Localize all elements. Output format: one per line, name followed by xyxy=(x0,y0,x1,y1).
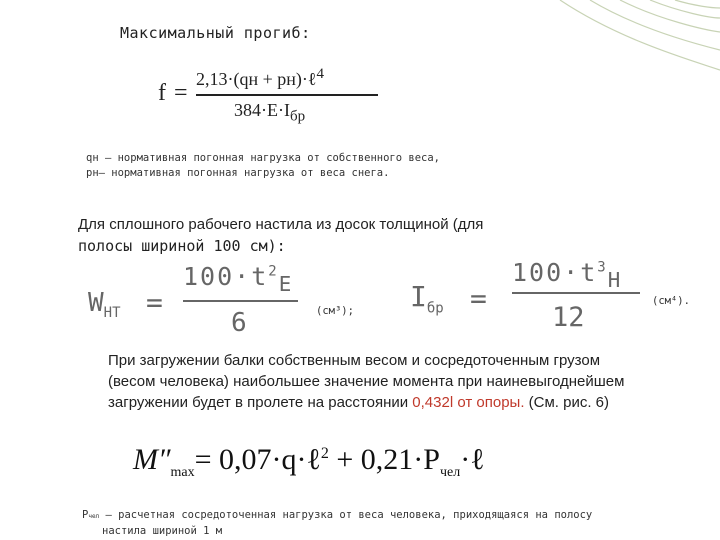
formula-unit: (см³); xyxy=(316,305,354,317)
fraction-bar xyxy=(512,292,640,294)
deflection-formula xyxy=(158,58,398,138)
formula-equals: = xyxy=(146,286,163,319)
moment-of-inertia-formula xyxy=(410,254,710,340)
intro-line-2: полосы шириной 100 см): xyxy=(78,237,286,255)
formula-unit: (см⁴). xyxy=(652,295,690,307)
formula-denominator: $384\cdot E\cdot I_{бр}$ xyxy=(234,100,306,125)
figure-reference: (См. рис. 6) xyxy=(524,394,610,411)
fraction-bar xyxy=(183,300,298,302)
formula-lhs: $W_{НТ}$ xyxy=(88,288,121,322)
intro-paragraph xyxy=(78,214,483,258)
formula-lhs: f xyxy=(158,80,166,106)
intro-line-1: Для сплошного рабочего настила из досок толщиной (для xyxy=(78,216,484,233)
footnote-line-2: настила шириной 1 м xyxy=(102,525,223,537)
variable-definitions xyxy=(86,151,440,181)
footnote-line-1: Pчел – расчетная сосредоточенная нагрузка от веса человека, приходящаяся на полосу xyxy=(82,509,593,521)
formula-equals: = xyxy=(470,282,487,315)
formula-numerator: $100\cdot t^2_Е$ xyxy=(183,262,294,296)
max-moment-formula: $M''_{max}=$ 0,07·q·ℓ$^2$ + $0,21\cdot P_{чел}\cdot\ell$ xyxy=(133,443,485,480)
footnote xyxy=(82,508,592,538)
definition-p: pн– нормативная погонная нагрузка от веса снега. xyxy=(86,167,390,179)
highlight-distance: 0,432l от опоры. xyxy=(412,394,525,411)
slide-title: Максимальный прогиб: xyxy=(120,24,311,42)
loading-paragraph xyxy=(108,350,648,413)
loading-text: При загружении балки собственным весом и сосредоточенным грузом (весом человека) наибольшее значение момента при наиневыгоднейшем загружении будет в пролете на расстоянии xyxy=(108,352,625,411)
formula-numerator: 2,13·(qн + pн)·ℓ$^4$ xyxy=(196,66,325,89)
formula-lhs: $I_{бр}$ xyxy=(410,280,444,317)
definition-q: qн – нормативная погонная нагрузка от собственного веса, xyxy=(86,152,441,164)
formula-numerator: $100\cdot t^3_Н$ xyxy=(512,258,623,292)
section-modulus-formula xyxy=(88,258,418,342)
formula-equals: = xyxy=(174,80,188,106)
formula-denominator: 6 xyxy=(231,308,247,338)
formula-denominator: 12 xyxy=(552,302,585,333)
fraction-bar xyxy=(196,94,378,96)
